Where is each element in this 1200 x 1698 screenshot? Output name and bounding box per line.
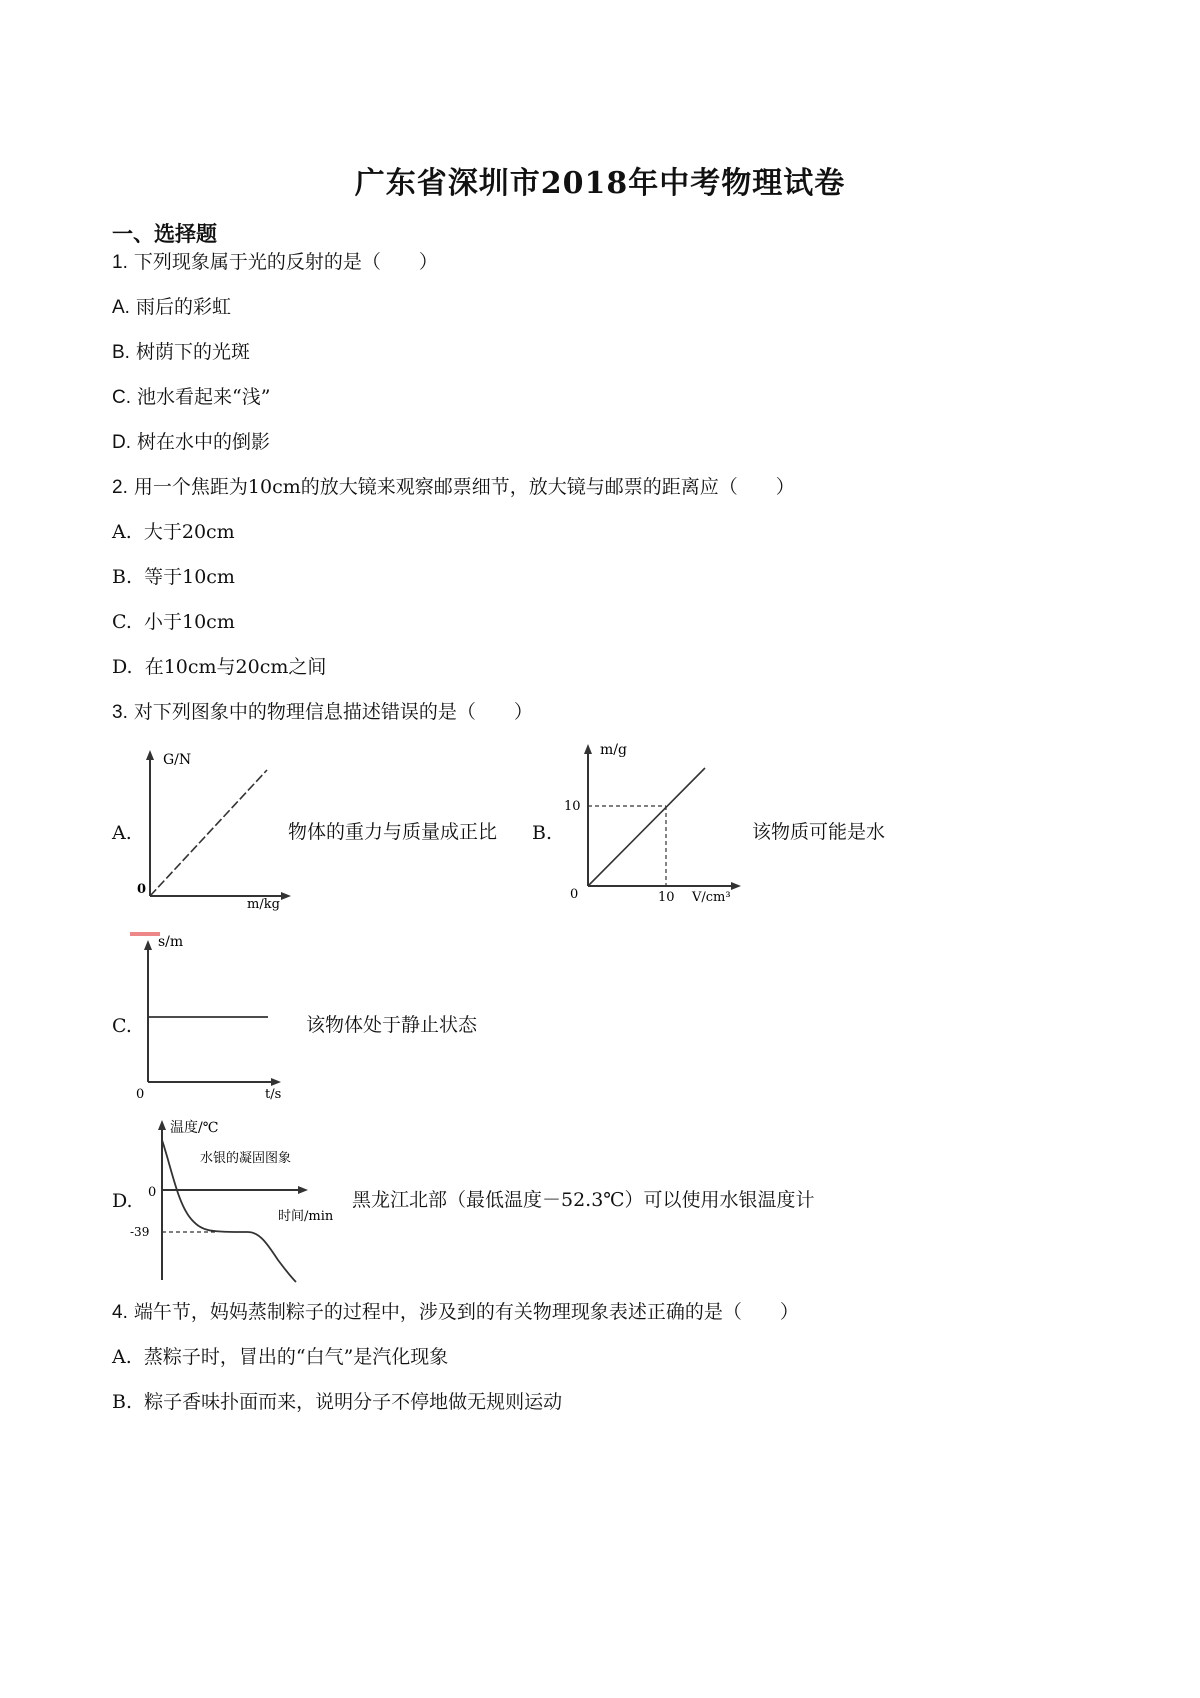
question-4	[112, 1297, 799, 1324]
origin-label: 0	[570, 887, 579, 902]
y-axis-label: 温度/℃	[170, 1120, 219, 1136]
question-3	[112, 697, 533, 724]
option-text: 等于10cm	[144, 566, 235, 588]
option-1c	[112, 382, 270, 409]
option-1d	[112, 427, 270, 454]
option-3c-text: 该物体处于静止状态	[306, 1014, 478, 1036]
option-text: 雨后的彩虹	[136, 296, 232, 318]
question-stem: 用一个焦距为10cm的放大镜来观察邮票细节，放大镜与邮票的距离应（ ）	[133, 476, 795, 498]
option-label: D.	[112, 656, 133, 678]
option-2a	[112, 517, 235, 544]
option-text: 蒸粽子时，冒出的“白气”是汽化现象	[143, 1346, 449, 1368]
x-axis-label: m/kg	[247, 897, 280, 912]
option-text: 大于20cm	[143, 521, 235, 543]
y-tick-label: -39	[130, 1225, 150, 1239]
option-2d	[112, 652, 326, 679]
option-1b	[112, 337, 250, 364]
question-number: 2.	[112, 477, 128, 498]
y-axis-label: s/m	[158, 934, 184, 950]
x-axis-label: t/s	[265, 1087, 282, 1102]
option-2c	[112, 607, 235, 634]
graph-3c	[130, 930, 305, 1105]
y-tick-label: 10	[564, 799, 581, 814]
x-axis-label: V/cm³	[692, 890, 731, 905]
option-label: D.	[112, 432, 131, 453]
question-1	[112, 247, 438, 274]
curve-label: 水银的凝固图象	[200, 1151, 292, 1166]
page-title: 广东省深圳市2018年中考物理试卷	[354, 166, 846, 201]
option-label: B.	[112, 342, 130, 363]
option-label: B.	[112, 1391, 133, 1413]
question-stem: 端午节，妈妈蒸制粽子的过程中，涉及到的有关物理现象表述正确的是（ ）	[133, 1301, 799, 1323]
option-text: 池水看起来“浅”	[137, 386, 271, 408]
graph-3d	[130, 1110, 355, 1285]
question-stem: 下列现象属于光的反射的是（ ）	[133, 251, 438, 273]
option-3d-text: 黑龙江北部（最低温度－52.3℃）可以使用水银温度计	[352, 1189, 815, 1211]
y-axis-label: m/g	[600, 742, 627, 758]
question-number: 4.	[112, 1302, 128, 1323]
option-2b	[112, 562, 235, 589]
option-text: 在10cm与20cm之间	[144, 656, 327, 678]
question-number: 3.	[112, 702, 128, 723]
option-3c-label: C.	[112, 1015, 132, 1037]
question-number: 1.	[112, 252, 128, 273]
graph-3a	[135, 748, 295, 913]
option-label: C.	[112, 387, 131, 408]
option-label: A.	[112, 1346, 132, 1368]
question-2	[112, 472, 795, 499]
option-3a-text: 物体的重力与质量成正比	[288, 821, 498, 843]
origin-label: 0	[137, 882, 147, 897]
y-axis-label: G/N	[163, 752, 192, 768]
option-text: 树荫下的光斑	[136, 341, 251, 363]
option-text: 粽子香味扑面而来，说明分子不停地做无规则运动	[144, 1391, 563, 1413]
question-stem: 对下列图象中的物理信息描述错误的是（ ）	[133, 701, 533, 723]
scan-artifact	[130, 932, 160, 936]
origin-label: 0	[148, 1185, 157, 1200]
option-3a-label: A.	[112, 822, 132, 844]
option-4b	[112, 1387, 562, 1414]
option-text: 树在水中的倒影	[137, 431, 271, 453]
option-1a	[112, 292, 231, 319]
option-label: A.	[112, 297, 130, 318]
section-heading: 一、选择题	[112, 222, 217, 246]
origin-label: 0	[136, 1087, 145, 1102]
option-text: 小于10cm	[144, 611, 235, 633]
x-tick-label: 10	[658, 890, 675, 905]
option-label: C.	[112, 611, 132, 633]
option-3b-label: B.	[532, 822, 553, 844]
option-3d-label: D.	[112, 1190, 133, 1212]
x-axis-label: 时间/min	[278, 1209, 334, 1224]
option-3b-text: 该物质可能是水	[752, 821, 886, 843]
option-4a	[112, 1342, 448, 1369]
option-label: B.	[112, 566, 133, 588]
option-label: A.	[112, 521, 132, 543]
graph-3b	[560, 738, 750, 913]
